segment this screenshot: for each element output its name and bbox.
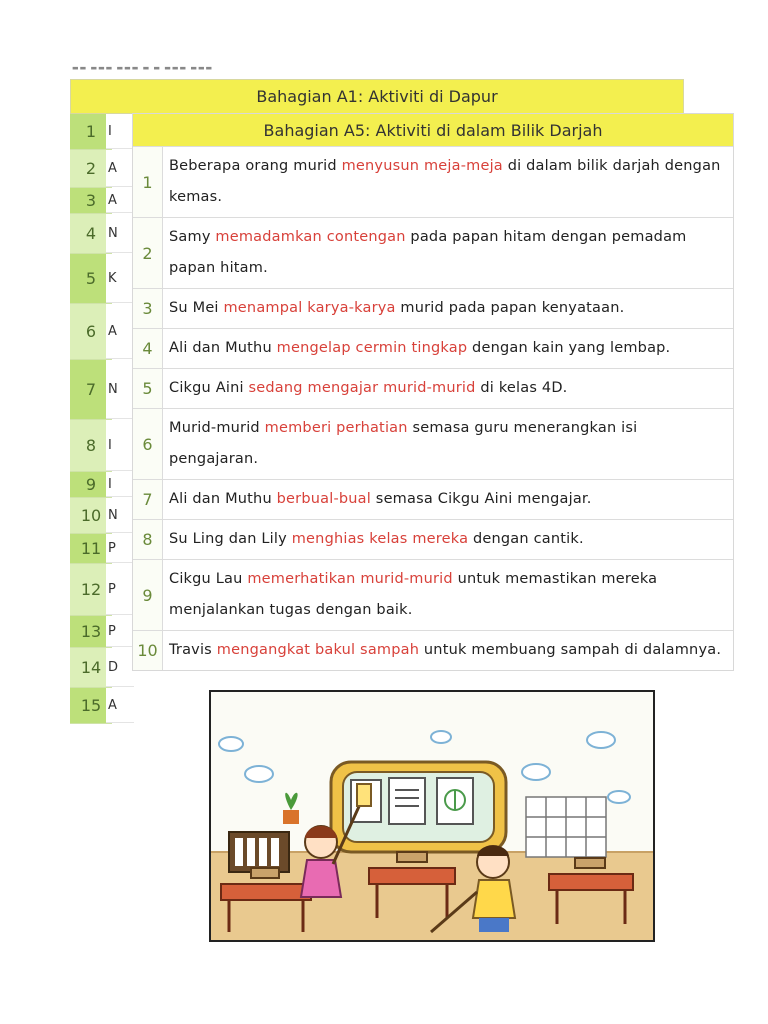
back-row-peek-text: D bbox=[106, 648, 134, 687]
sentence-text bbox=[163, 218, 733, 288]
sentence-text bbox=[163, 480, 733, 519]
back-row bbox=[70, 304, 117, 360]
back-row-peek-text: A bbox=[106, 688, 134, 723]
highlighted-phrase: menampal karya-karya bbox=[223, 300, 396, 316]
sentence-row bbox=[133, 369, 733, 409]
highlighted-phrase: sedang mengajar murid-murid bbox=[248, 380, 476, 396]
sentence-fragment: Cikgu Lau bbox=[169, 571, 248, 587]
sentence-row bbox=[133, 147, 733, 218]
back-row-peek-text: A bbox=[106, 150, 134, 187]
sentence-text bbox=[163, 147, 733, 217]
back-row bbox=[70, 498, 118, 534]
highlighted-phrase: menyusun meja-meja bbox=[341, 158, 503, 174]
sentence-fragment: Cikgu Aini bbox=[169, 380, 249, 396]
sentence-fragment: Su Mei bbox=[169, 300, 224, 316]
highlighted-phrase: memerhatikan murid-murid bbox=[247, 571, 453, 587]
sentence-fragment: pada papan hitam dengan pemadam papan hitam. bbox=[169, 229, 687, 276]
sentence-fragment: untuk membuang sampah di dalamnya. bbox=[419, 642, 722, 658]
sentence-row bbox=[133, 218, 733, 289]
back-row bbox=[70, 472, 112, 498]
front-worksheet bbox=[132, 113, 734, 671]
sentence-text bbox=[163, 631, 733, 670]
sentence-number: 1 bbox=[133, 147, 163, 217]
back-row-number: 9 bbox=[85, 475, 97, 494]
back-row-number: 5 bbox=[85, 269, 97, 288]
highlighted-phrase: memberi perhatian bbox=[264, 420, 408, 436]
back-row bbox=[70, 420, 112, 472]
highlighted-phrase: menghias kelas mereka bbox=[291, 531, 469, 547]
sentence-text bbox=[163, 369, 733, 408]
sentence-number: 10 bbox=[133, 631, 163, 670]
back-row-peek-text: I bbox=[106, 420, 134, 471]
sentence-fragment: semasa Cikgu Aini mengajar. bbox=[371, 491, 592, 507]
back-row-number: 4 bbox=[85, 224, 97, 243]
back-row-peek-text: N bbox=[106, 498, 134, 533]
highlighted-phrase: memadamkan contengan bbox=[215, 229, 406, 245]
sentence-fragment: semasa guru menerangkan isi pengajaran. bbox=[169, 420, 638, 467]
sentence-fragment: Ali dan Muthu bbox=[169, 491, 277, 507]
sentence-row bbox=[133, 631, 733, 670]
sentence-text bbox=[163, 289, 733, 328]
back-row-peek-text: N bbox=[106, 214, 134, 253]
back-worksheet-rows bbox=[70, 114, 119, 724]
back-row-number: 14 bbox=[80, 658, 102, 677]
sentence-fragment: di kelas 4D. bbox=[475, 380, 568, 396]
front-worksheet-title: Bahagian A5: Aktiviti di dalam Bilik Darjah bbox=[133, 114, 733, 147]
sentence-row bbox=[133, 560, 733, 631]
back-row-peek-text: I bbox=[106, 114, 134, 149]
sentence-fragment: Murid-murid bbox=[169, 420, 265, 436]
sentence-fragment: Beberapa orang murid bbox=[169, 158, 342, 174]
front-worksheet-rows bbox=[133, 147, 733, 670]
back-row bbox=[70, 254, 117, 304]
sentence-fragment: murid pada papan kenyataan. bbox=[395, 300, 625, 316]
sentence-text bbox=[163, 329, 733, 368]
sentence-number: 5 bbox=[133, 369, 163, 408]
back-row-number: 15 bbox=[80, 696, 102, 715]
back-row-peek-text: A bbox=[106, 188, 134, 213]
back-row bbox=[70, 150, 117, 188]
back-row bbox=[70, 360, 118, 420]
highlighted-phrase: mengelap cermin tingkap bbox=[276, 340, 468, 356]
sentence-number: 4 bbox=[133, 329, 163, 368]
back-row bbox=[70, 688, 117, 724]
sentence-text bbox=[163, 560, 733, 630]
sentence-number: 3 bbox=[133, 289, 163, 328]
back-row bbox=[70, 648, 119, 688]
sentence-row bbox=[133, 480, 733, 520]
sentence-row bbox=[133, 329, 733, 369]
back-row bbox=[70, 564, 116, 616]
sentence-fragment: dengan cantik. bbox=[468, 531, 584, 547]
bookshelf-icon bbox=[229, 832, 289, 872]
back-row-peek-text: A bbox=[106, 304, 134, 359]
sentence-number: 2 bbox=[133, 218, 163, 288]
back-row bbox=[70, 188, 117, 214]
sentence-number: 9 bbox=[133, 560, 163, 630]
sentence-fragment: dengan kain yang lembap. bbox=[467, 340, 671, 356]
sentence-fragment: untuk memastikan mereka menjalankan tugas dengan baik. bbox=[169, 571, 658, 618]
back-row bbox=[70, 534, 116, 564]
sentence-fragment: Travis bbox=[169, 642, 217, 658]
sentence-text bbox=[163, 409, 733, 479]
sentence-number: 7 bbox=[133, 480, 163, 519]
back-row-peek-text: P bbox=[106, 564, 134, 615]
back-row-number: 13 bbox=[80, 622, 102, 641]
sentence-row bbox=[133, 289, 733, 329]
highlighted-phrase: berbual-bual bbox=[276, 491, 371, 507]
sentence-fragment: Su Ling dan Lily bbox=[169, 531, 292, 547]
back-row bbox=[70, 214, 118, 254]
back-row-peek-text: I bbox=[106, 472, 134, 497]
back-row-number: 6 bbox=[85, 322, 97, 341]
back-worksheet-title: Bahagian A1: Aktiviti di Dapur bbox=[70, 79, 684, 114]
window-grid-icon bbox=[526, 797, 606, 857]
back-row-number: 12 bbox=[80, 580, 102, 599]
back-row-number: 3 bbox=[85, 191, 97, 210]
faint-header-strip: ▬▬ ▬▬▬ ▬▬▬ ▬ ▬ ▬▬▬ ▬▬▬ bbox=[72, 64, 214, 72]
sentence-text bbox=[163, 520, 733, 559]
back-row bbox=[70, 616, 116, 648]
back-row-peek-text: P bbox=[106, 616, 134, 647]
sentence-fragment: Samy bbox=[169, 229, 216, 245]
back-row-number: 10 bbox=[80, 506, 102, 525]
sentence-fragment: Ali dan Muthu bbox=[169, 340, 277, 356]
back-row-number: 2 bbox=[85, 159, 97, 178]
classroom-illustration bbox=[209, 690, 655, 942]
classroom-drawing bbox=[211, 692, 653, 940]
back-row bbox=[70, 114, 112, 150]
sentence-row bbox=[133, 520, 733, 560]
sentence-fragment: di dalam bilik darjah dengan kemas. bbox=[169, 158, 721, 205]
highlighted-phrase: mengangkat bakul sampah bbox=[216, 642, 420, 658]
sentence-row bbox=[133, 409, 733, 480]
back-row-number: 1 bbox=[85, 122, 97, 141]
sentence-number: 6 bbox=[133, 409, 163, 479]
back-row-peek-text: N bbox=[106, 360, 134, 419]
back-row-number: 8 bbox=[85, 436, 97, 455]
back-row-peek-text: K bbox=[106, 254, 134, 303]
back-row-peek-text: P bbox=[106, 534, 134, 563]
sentence-number: 8 bbox=[133, 520, 163, 559]
back-row-number: 11 bbox=[80, 539, 102, 558]
back-row-number: 7 bbox=[85, 380, 97, 399]
